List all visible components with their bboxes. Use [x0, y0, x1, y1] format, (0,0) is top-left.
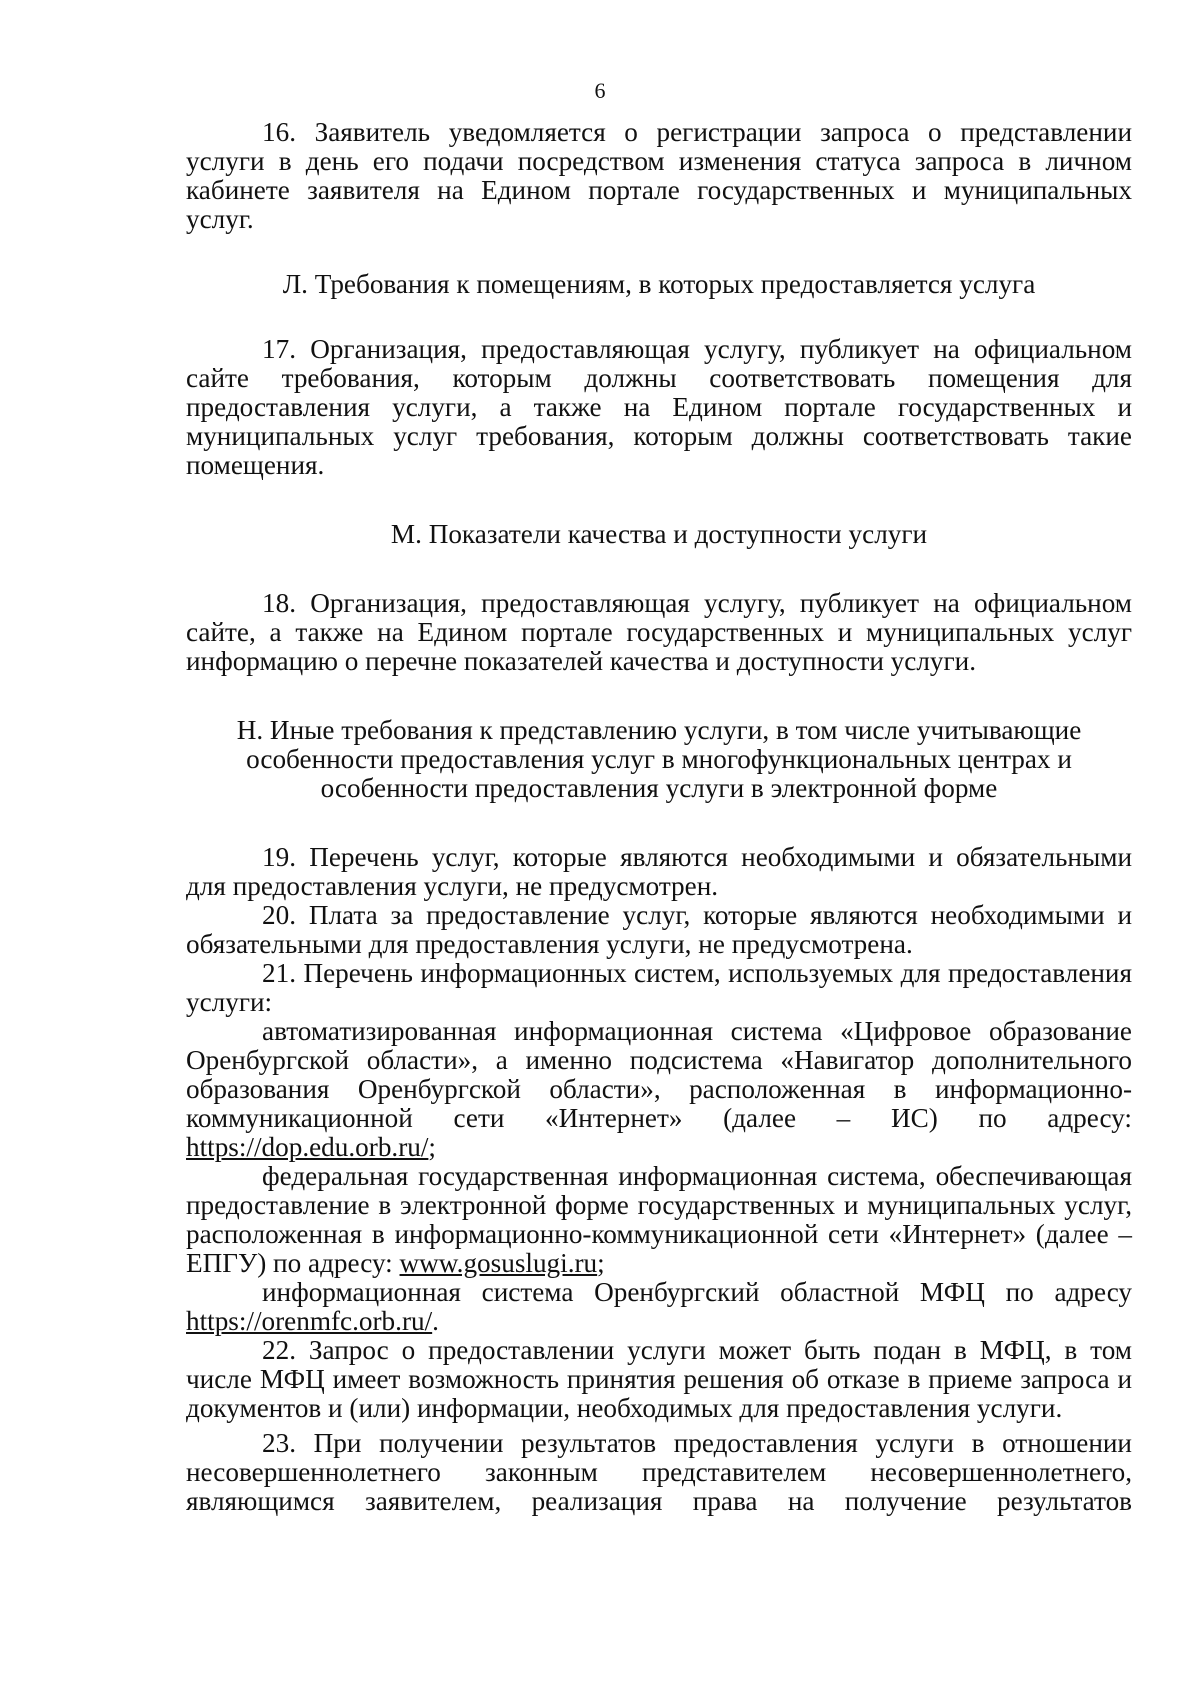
paragraph-21-item-a-text: автоматизированная информационная система «Цифровое образование Оренбургской области», а именно подсистема «Навигатор дополнительного образования Оренбургской области», расположенная в информационно-коммуникационной сети «Интернет» (далее – ИС) по адресу: — [186, 1016, 1132, 1133]
paragraph-20: 20. Плата за предоставление услуг, которые являются необходимыми и обязательными для предоставления услуги, не предусмотрена. — [186, 900, 1132, 959]
document-body — [186, 72, 1132, 1516]
dop-edu-link[interactable]: https://dop.edu.orb.ru/ — [186, 1132, 429, 1162]
section-heading-m: М. Показатели качества и доступности услуги — [390, 519, 928, 549]
section-heading-n — [186, 716, 1132, 803]
paragraph-21-item-c-text: информационная система Оренбургский областной МФЦ по адресу — [262, 1277, 1132, 1307]
section-heading-l: Л. Требования к помещениям, в которых предоставляется услуга — [282, 269, 1036, 299]
paragraph-21-item-a — [186, 1017, 1132, 1162]
paragraph-21-item-c — [186, 1278, 1132, 1336]
paragraph-21-item-b-text: федеральная государственная информационная система, обеспечивающая предоставление в электронной форме государственных и муниципальных услуг, расположенная в информационно-коммуникационной сети «Интернет» (далее – ЕПГУ) по адресу: — [186, 1161, 1132, 1278]
paragraph-21-item-b-end: ; — [597, 1248, 605, 1278]
paragraph-19: 19. Перечень услуг, которые являются необходимыми и обязательными для предоставления услуги, не предусмотрен. — [186, 842, 1132, 901]
section-heading-n-line1: Н. Иные требования к представлению услуги, в том числе учитывающие — [236, 715, 1082, 745]
paragraph-17: 17. Организация, предоставляющая услугу, публикует на официальном сайте требования, которым должны соответствовать помещения для предоставления услуги, а также на Едином портале государственных и муниципальных услуг требования, которым должны соответствовать такие помещения. — [186, 334, 1132, 480]
paragraph-21: 21. Перечень информационных систем, используемых для предоставления услуги: — [186, 958, 1132, 1017]
gosuslugi-link[interactable]: www.gosuslugi.ru — [399, 1248, 598, 1278]
paragraph-23: 23. При получении результатов предоставления услуги в отношении несовершеннолетнего законным представителем несовершеннолетнего, являющимся заявителем, реализация права на получение результатов — [186, 1428, 1132, 1516]
orenmfc-link[interactable]: https://orenmfc.orb.ru/ — [186, 1306, 433, 1336]
paragraph-22: 22. Запрос о предоставлении услуги может быть подан в МФЦ, в том числе МФЦ имеет возможность принятия решения об отказе в приеме запроса и документов и (или) информации, необходимых для предоставления услуги. — [186, 1335, 1132, 1423]
paragraph-21-item-a-end: ; — [428, 1132, 436, 1162]
section-heading-n-line3: особенности предоставления услуги в электронной форме — [320, 773, 998, 803]
section-heading-n-line2: особенности предоставления услуг в многофункциональных центрах и — [246, 744, 1072, 774]
paragraph-21-item-b — [186, 1162, 1132, 1278]
page-number: 6 — [594, 78, 606, 103]
paragraph-21-item-c-end: . — [432, 1306, 439, 1336]
paragraph-18: 18. Организация, предоставляющая услугу, публикует на официальном сайте, а также на Едином портале государственных и муниципальных услуг информацию о перечне показателей качества и доступности услуги. — [186, 588, 1132, 676]
paragraph-16: 16. Заявитель уведомляется о регистрации запроса о представлении услуги в день его подачи посредством изменения статуса запроса в личном кабинете заявителя на Едином портале государственных и муниципальных услуг. — [186, 117, 1132, 234]
